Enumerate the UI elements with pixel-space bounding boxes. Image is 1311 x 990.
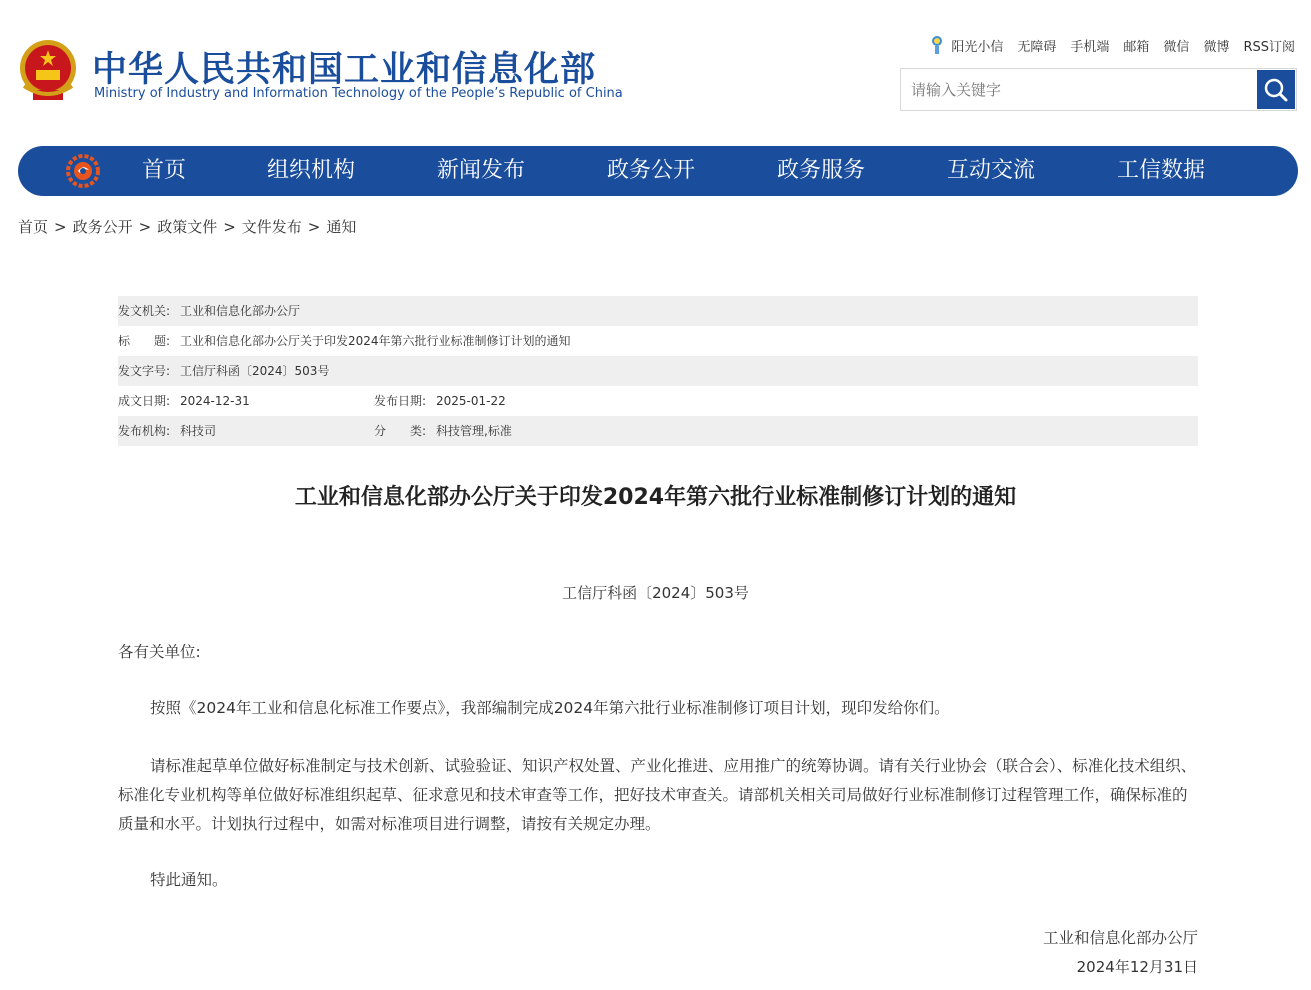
nav-interaction[interactable]: 互动交流	[947, 158, 1036, 183]
info-label: 发文机关:	[118, 304, 171, 318]
info-value: 2024-12-31	[180, 394, 250, 408]
info-row-title	[118, 326, 1198, 356]
article-paragraph: 按照《2024年工业和信息化标准工作要点》，我部编制完成2024年第六批行业标准制修订项目计划，现印发给你们。	[150, 699, 950, 717]
info-value: 工业和信息化部办公厅	[180, 304, 301, 318]
info-label: 标 题:	[118, 334, 171, 348]
info-label: 分 类:	[374, 424, 427, 438]
national-emblem-icon	[18, 38, 78, 104]
info-label: 发布日期:	[374, 394, 427, 408]
nav-government-services[interactable]: 政务服务	[777, 158, 866, 183]
toplink-accessibility[interactable]: 无障碍	[1017, 39, 1057, 55]
info-row-docno	[118, 356, 1198, 386]
miit-logo-icon	[66, 154, 100, 188]
search-button[interactable]	[1257, 70, 1295, 109]
toplink-mobile[interactable]: 手机端	[1070, 39, 1110, 55]
nav-home[interactable]: 首页	[142, 158, 187, 183]
info-row-org	[118, 416, 1198, 446]
site-title-en[interactable]: Ministry of Industry and Information Technology of the People’s Republic of China	[94, 86, 623, 101]
toplink-sunny[interactable]	[929, 34, 1003, 56]
info-value: 科技司	[180, 424, 217, 438]
info-value: 科技管理,标准	[436, 424, 512, 438]
document-info-table	[118, 296, 1198, 446]
search-input[interactable]	[901, 69, 1257, 110]
nav-data[interactable]: 工信数据	[1117, 158, 1206, 183]
top-links	[929, 34, 1295, 56]
breadcrumb	[18, 216, 356, 237]
breadcrumb-separator: >	[223, 218, 236, 236]
breadcrumb-separator: >	[138, 218, 152, 236]
nav-government-affairs[interactable]: 政务公开	[607, 158, 696, 183]
main-nav	[18, 146, 1298, 196]
article-signature: 工业和信息化部办公厅	[1042, 929, 1198, 947]
nav-news[interactable]: 新闻发布	[437, 158, 526, 183]
article-title: 工业和信息化部办公厅关于印发2024年第六批行业标准制修订计划的通知	[294, 485, 1017, 510]
breadcrumb-separator: >	[307, 218, 321, 236]
info-label: 发布机构:	[118, 424, 171, 438]
nav-organization[interactable]: 组织机构	[267, 158, 356, 183]
breadcrumb-separator: >	[54, 218, 67, 236]
search-box	[900, 68, 1297, 111]
info-row-dates	[118, 386, 1198, 416]
info-value: 工信厅科函〔2024〕503号	[180, 364, 330, 378]
site-title-cn[interactable]: 中华人民共和国工业和信息化部	[92, 50, 597, 90]
info-label: 成文日期:	[118, 394, 171, 408]
article-addressee: 各有关单位:	[118, 643, 201, 661]
info-row-issuer	[118, 296, 1198, 326]
toplink-label: 阳光小信	[951, 39, 1004, 55]
breadcrumb-home[interactable]: 首页	[18, 218, 49, 236]
article-paragraph: 请标准起草单位做好标准制定与技术创新、试验验证、知识产权处置、产业化推进、应用推广的统筹协调。请有关行业协会（联合会）、标准化技术组织、标准化专业机构等单位做好标准组织起草、征求意见和技术审查等工作，把好技术审查关。请部机关相关司局做好行业标准制修订过程管理工作，确保标准的质量和水平。计划执行过程中，如需对标准项目进行调整，请按有关规定办理。	[118, 757, 1197, 833]
breadcrumb-notice[interactable]: 通知	[326, 218, 357, 236]
breadcrumb-policy-docs[interactable]: 政策文件	[157, 218, 218, 236]
info-label: 发文字号:	[118, 364, 171, 378]
article-paragraph: 特此通知。	[150, 871, 228, 889]
toplink-wechat[interactable]: 微信	[1163, 39, 1190, 55]
info-value: 2025-01-22	[436, 394, 506, 408]
toplink-weibo[interactable]: 微博	[1203, 39, 1230, 55]
search-icon	[1257, 70, 1295, 109]
toplink-mail[interactable]: 邮箱	[1123, 39, 1150, 55]
article-doc-number: 工信厅科函〔2024〕503号	[562, 584, 749, 602]
toplink-rss[interactable]: RSS订阅	[1243, 39, 1295, 55]
info-value: 工业和信息化部办公厅关于印发2024年第六批行业标准制修订计划的通知	[180, 334, 571, 348]
breadcrumb-gov-affairs[interactable]: 政务公开	[72, 218, 133, 236]
sunny-mascot-icon	[929, 34, 945, 56]
article-date: 2024年12月31日	[1076, 958, 1198, 976]
breadcrumb-doc-release[interactable]: 文件发布	[241, 218, 302, 236]
